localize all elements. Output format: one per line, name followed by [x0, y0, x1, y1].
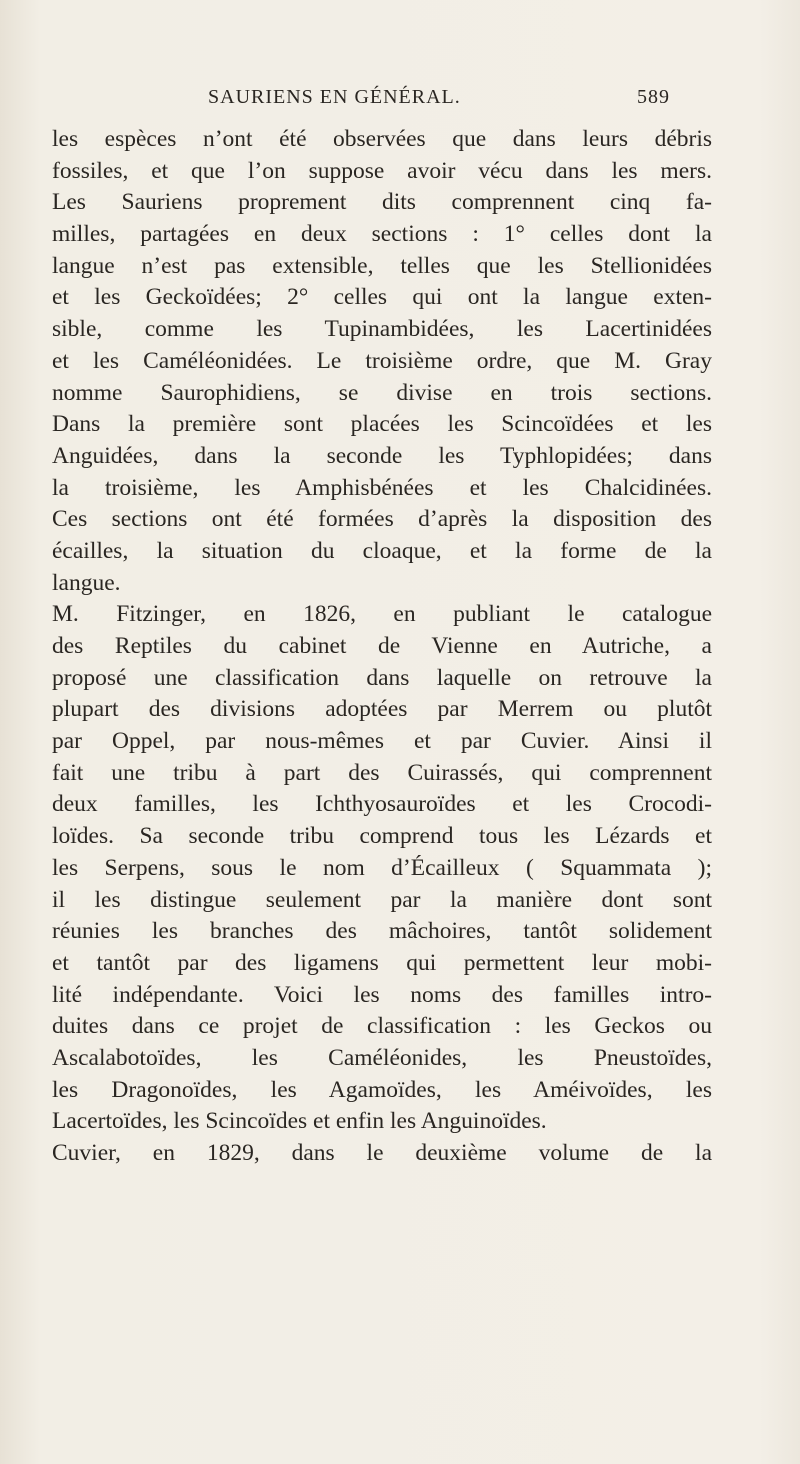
text-line: écailles, la situation du cloaque, et la forme de la: [52, 537, 712, 564]
text-line: Dans la première sont placées les Scincoïdées et les: [52, 411, 712, 438]
text-line: Ascalabotoïdes, les Caméléonides, les Pneustoïdes,: [52, 1044, 712, 1071]
text-line: langue.: [52, 569, 121, 596]
text-line: Lacertoïdes, les Scincoïdes et enfin les Anguinoïdes.: [52, 1108, 547, 1135]
text-line: fait une tribu à part des Cuirassés, qui comprennent: [52, 759, 712, 786]
text-line: la troisième, les Amphisbénées et les Chalcidinées.: [52, 474, 712, 501]
text-line: proposé une classification dans laquelle on retrouve la: [52, 664, 712, 691]
text-line: les Dragonoïdes, les Agamoïdes, les Améivoïdes, les: [52, 1076, 712, 1103]
text-line: duites dans ce projet de classification : les Geckos ou: [52, 1013, 712, 1040]
text-line: et tantôt par des ligamens qui permettent leur mobi-: [52, 949, 712, 976]
text-line: et les Caméléonidées. Le troisième ordre, que M. Gray: [52, 347, 712, 374]
text-line: il les distingue seulement par la manière dont sont: [52, 886, 712, 913]
text-line: Ces sections ont été formées d’après la disposition des: [52, 506, 712, 533]
text-line: fossiles, et que l’on suppose avoir vécu dans les mers.: [52, 157, 712, 184]
text-line: deux familles, les Ichthyosauroïdes et les Crocodi-: [52, 791, 712, 818]
text-line: M. Fitzinger, en 1826, en publiant le catalogue: [52, 601, 712, 628]
text-line: Cuvier, en 1829, dans le deuxième volume de la: [52, 1140, 712, 1166]
text-line: et les Geckoïdées; 2° celles qui ont la langue exten-: [52, 284, 712, 311]
body-text: [52, 124, 712, 1170]
text-line: réunies les branches des mâchoires, tantôt solidement: [52, 918, 712, 945]
text-line: Anguidées, dans la seconde les Typhlopidées; dans: [52, 442, 712, 469]
text-line: les espèces n’ont été observées que dans leurs débris: [52, 126, 712, 152]
text-line: nomme Saurophidiens, se divise en trois sections.: [52, 379, 712, 406]
text-line: langue n’est pas extensible, telles que les Stellionidées: [52, 252, 712, 279]
text-line: sible, comme les Tupinambidées, les Lacertinidées: [52, 316, 712, 343]
text-line: Les Sauriens proprement dits comprennent cinq fa-: [52, 189, 712, 216]
text-line: les Serpens, sous le nom d’Écailleux ( Squammata );: [52, 854, 712, 881]
text-line: lité indépendante. Voici les noms des familles intro-: [52, 981, 712, 1008]
running-head: SAURIENS EN GÉNÉRAL.: [208, 86, 461, 108]
page-header: [208, 86, 670, 116]
text-line: loïdes. Sa seconde tribu comprend tous les Lézards et: [52, 823, 712, 850]
page-number: 589: [637, 86, 670, 108]
text-line: des Reptiles du cabinet de Vienne en Autriche, a: [52, 633, 712, 659]
text-line: plupart des divisions adoptées par Merrem ou plutôt: [52, 696, 712, 723]
text-line: milles, partagées en deux sections : 1° celles dont la: [52, 221, 712, 248]
text-line: par Oppel, par nous-mêmes et par Cuvier. Ainsi il: [52, 728, 712, 755]
